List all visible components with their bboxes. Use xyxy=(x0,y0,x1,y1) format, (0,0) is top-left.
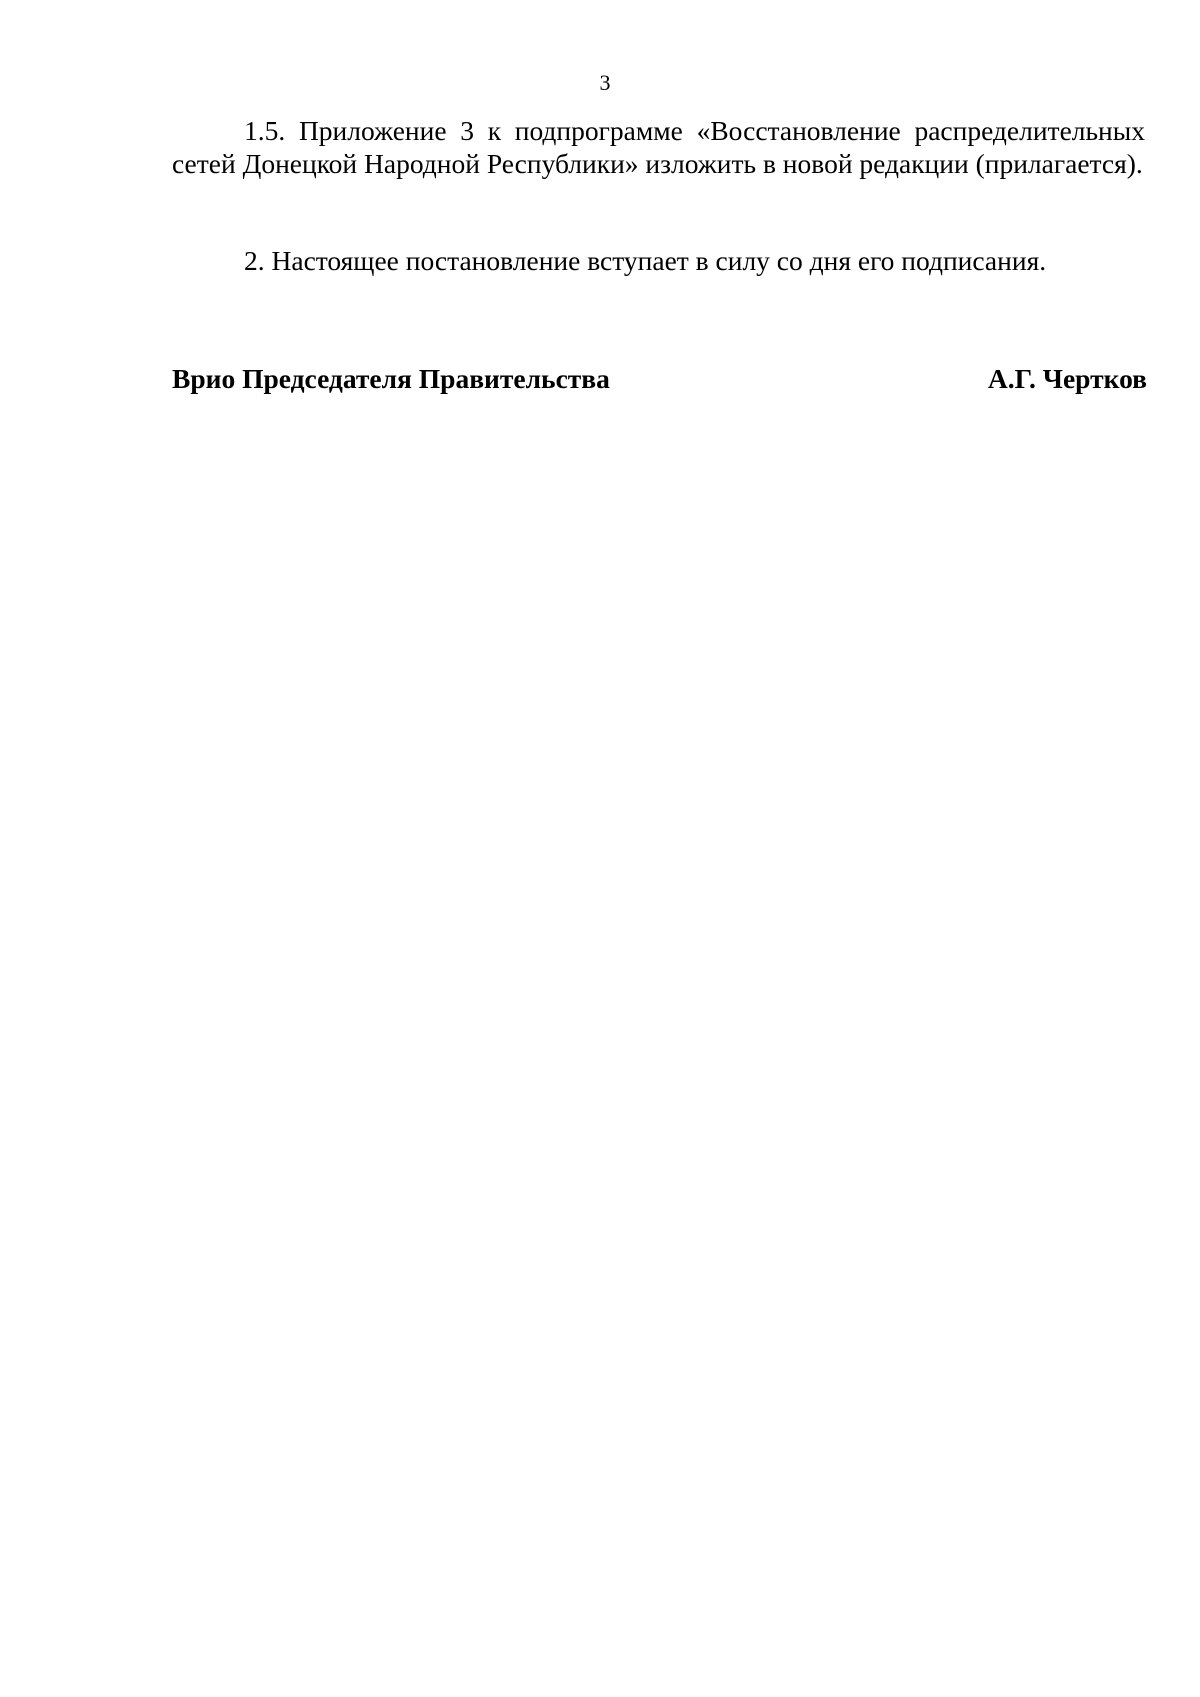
signatory-name: А.Г. Чертков xyxy=(987,363,1147,394)
signature-block xyxy=(172,362,1147,395)
page-number: 3 xyxy=(599,70,611,95)
paragraph-1-5: 1.5. Приложение 3 к подпрограмме «Восстановление распределительных сетей Донецкой Народной Республики» изложить в новой редакции (прилагается). xyxy=(172,115,1145,179)
paragraph-2: 2. Настоящее постановление вступает в силу со дня его подписания. xyxy=(244,245,1047,276)
signatory-position: Врио Председателя Правительства xyxy=(172,363,610,394)
